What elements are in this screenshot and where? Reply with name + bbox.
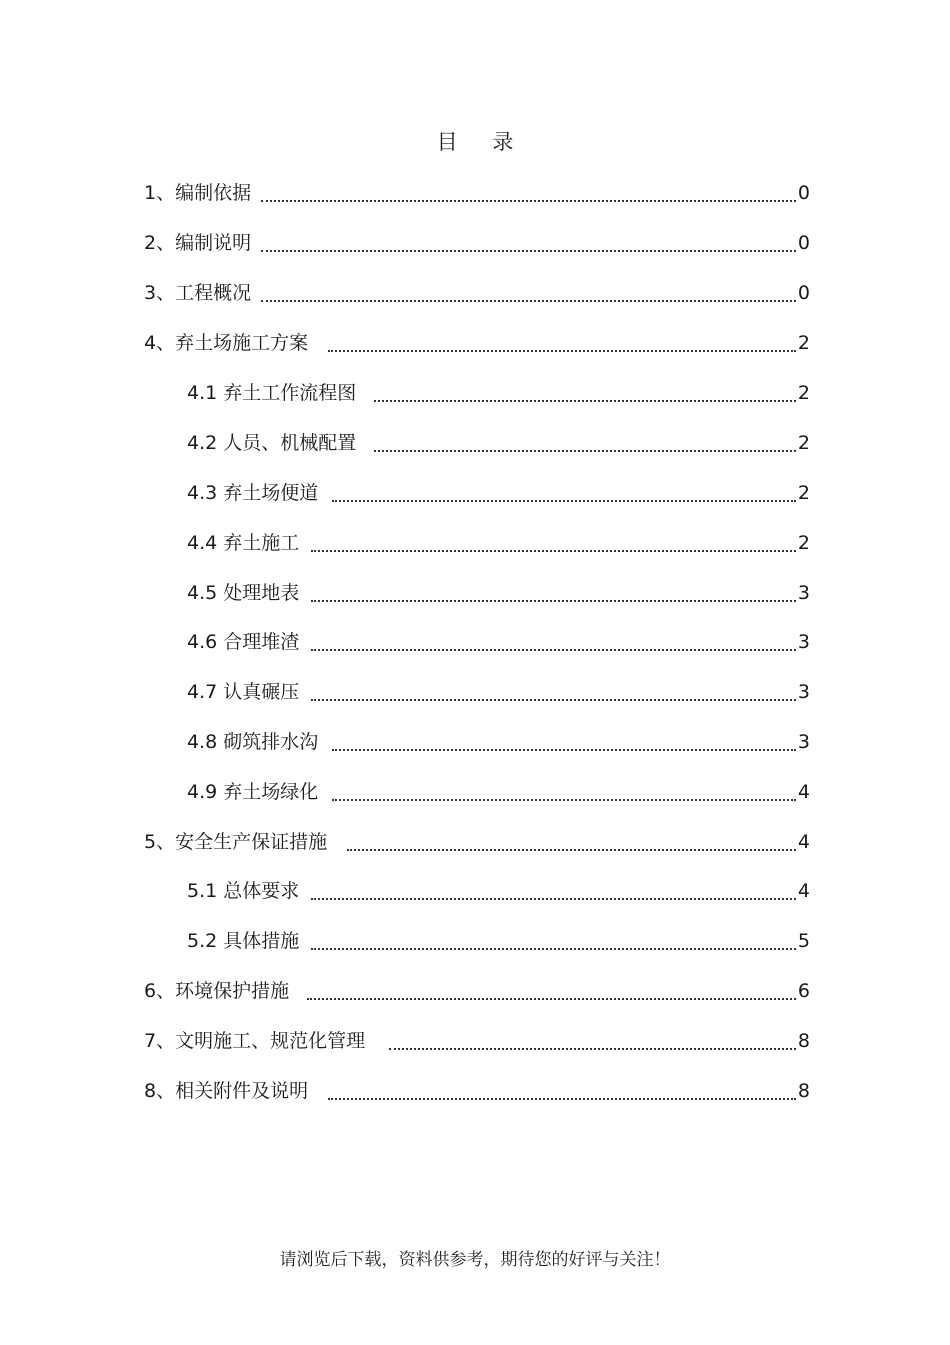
toc-entry-label: 1、编制依据 [144,182,252,204]
toc-entry[interactable] [144,1026,810,1056]
toc-entry-label: 8、相关附件及说明 [144,1080,309,1102]
toc-leader-dots [374,428,796,458]
toc-entry[interactable] [144,827,810,857]
toc-entry-label: 4.2 人员、机械配置 [187,432,357,454]
toc-entry[interactable] [187,428,810,458]
toc-entry-label: 4.7 认真碾压 [187,681,300,703]
toc-entry[interactable] [144,976,810,1006]
toc-entry[interactable] [144,178,810,208]
footer-note: 请浏览后下载，资料供参考，期待您的好评与关注！ [279,1250,671,1270]
toc-leader-dots [261,178,796,208]
toc-entry[interactable] [187,578,810,608]
toc-entry-label: 4、弃土场施工方案 [144,332,309,354]
toc-entry-page: 3 [797,582,810,604]
toc-entry[interactable] [144,278,810,308]
toc-leader-dots [311,876,796,906]
toc-leader-dots [261,278,796,308]
toc-title: 目 录 [436,130,528,154]
toc-entry-label: 4.9 弃土场绿化 [187,781,319,803]
toc-entry-page: 4 [797,880,810,902]
toc-entry[interactable] [144,228,810,258]
toc-leader-dots [311,578,796,608]
toc-leader-dots [261,228,796,258]
toc-entry-page: 3 [797,731,810,753]
toc-entry-page: 2 [797,482,810,504]
toc-entry-label: 2、编制说明 [144,232,252,254]
toc-entry-label: 4.1 弃土工作流程图 [187,382,357,404]
toc-entry-label: 5、安全生产保证措施 [144,831,328,853]
toc-entry[interactable] [144,1076,810,1106]
toc-entry-page: 6 [797,980,810,1002]
toc-entry[interactable] [187,478,810,508]
toc-leader-dots [311,677,796,707]
toc-entry[interactable] [187,926,810,956]
toc-entry[interactable] [144,328,810,358]
toc-entry-label: 4.4 弃土施工 [187,532,300,554]
toc-entry-label: 4.5 处理地表 [187,582,300,604]
toc-entry-page: 4 [797,781,810,803]
toc-entry-page: 3 [797,631,810,653]
toc-entry-page: 2 [797,432,810,454]
toc-entry-label: 4.6 合理堆渣 [187,631,300,653]
toc-entry[interactable] [187,777,810,807]
toc-leader-dots [374,378,796,408]
toc-leader-dots [332,727,796,757]
toc-entry-page: 2 [797,332,810,354]
toc-entry[interactable] [187,627,810,657]
toc-entry-page: 8 [797,1080,810,1102]
toc-entry-page: 5 [797,930,810,952]
toc-leader-dots [328,1076,796,1106]
toc-entry-page: 4 [797,831,810,853]
toc-entry-page: 0 [797,232,810,254]
toc-entry[interactable] [187,378,810,408]
toc-entry-label: 3、工程概况 [144,282,252,304]
toc-entry-label: 4.3 弃土场便道 [187,482,319,504]
toc-entry[interactable] [187,528,810,558]
toc-entry-page: 2 [797,382,810,404]
toc-entry-page: 2 [797,532,810,554]
toc-entry-page: 3 [797,681,810,703]
toc-entry[interactable] [187,876,810,906]
toc-entry-page: 8 [797,1030,810,1052]
toc-leader-dots [307,976,796,1006]
toc-entry-label: 5.2 具体措施 [187,930,300,952]
toc-leader-dots [311,627,796,657]
toc-leader-dots [332,777,796,807]
toc-leader-dots [328,328,796,358]
toc-entry-label: 6、环境保护措施 [144,980,290,1002]
toc-entry[interactable] [187,677,810,707]
toc-entry-label: 7、文明施工、规范化管理 [144,1030,366,1052]
toc-leader-dots [311,528,796,558]
toc-leader-dots [389,1026,796,1056]
toc-leader-dots [347,827,796,857]
toc-leader-dots [311,926,796,956]
toc-entry-page: 0 [797,182,810,204]
toc-entry-page: 0 [797,282,810,304]
toc-leader-dots [332,478,796,508]
toc-entry[interactable] [187,727,810,757]
toc-entry-label: 4.8 砌筑排水沟 [187,731,319,753]
toc-entry-label: 5.1 总体要求 [187,880,300,902]
